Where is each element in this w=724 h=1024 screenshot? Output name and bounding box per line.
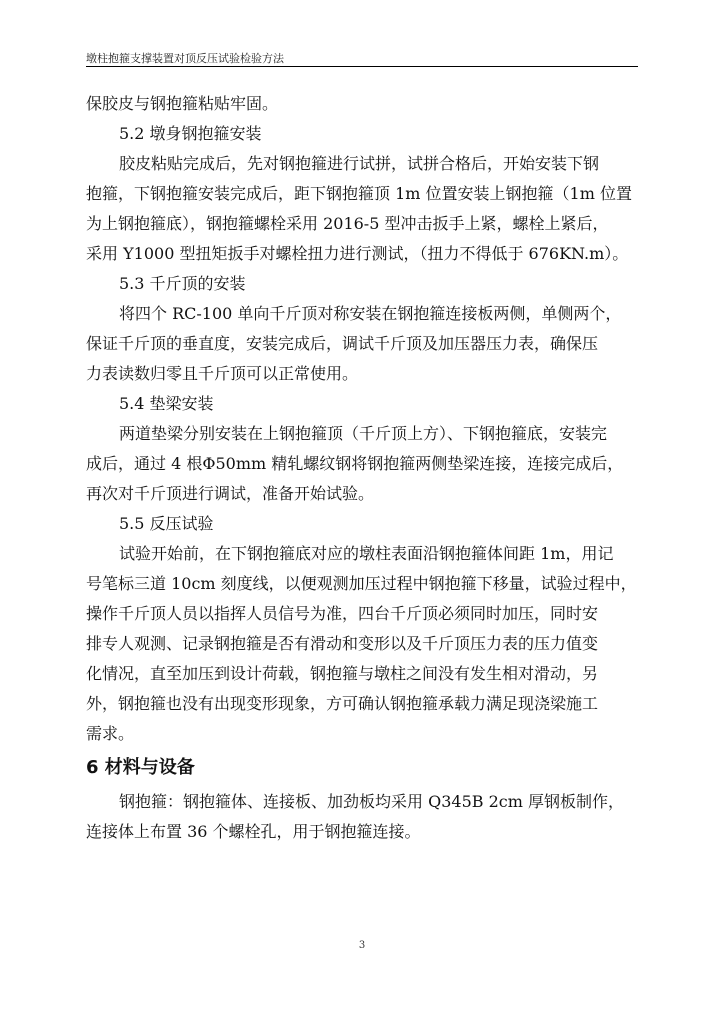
text-line: 成后，通过 4 根Φ50mm 精轧螺纹钢将钢抱箍两侧垫梁连接，连接完成后，: [86, 454, 624, 473]
text-line: 排专人观测、记录钢抱箍是否有滑动和变形以及千斤顶压力表的压力值变: [86, 634, 599, 653]
text-line: 5.5 反压试验: [119, 514, 214, 533]
text-line: 操作千斤顶人员以指挥人员信号为准，四台千斤顶必须同时加压，同时安: [86, 604, 599, 623]
text-line: 5.3 千斤顶的安装: [119, 274, 246, 293]
text-line: 将四个 RC-100 单向千斤顶对称安装在钢抱箍连接板两侧，单侧两个，: [119, 304, 622, 323]
text-line: 力表读数归零且千斤顶可以正常使用。: [86, 364, 359, 383]
text-line: 为上钢抱箍底），钢抱箍螺栓采用 2016-5 型冲击扳手上紧，螺栓上紧后，: [86, 214, 609, 233]
text-line: 5.2 墩身钢抱箍安装: [119, 124, 262, 143]
text-line: 再次对千斤顶进行调试，准备开始试验。: [86, 484, 375, 503]
text-line: 采用 Y1000 型扭矩扳手对螺栓扭力进行测试，（扭力不得低于 676KN.m）。: [86, 244, 629, 263]
text-line: 外，钢抱箍也没有出现变形现象，方可确认钢抱箍承载力满足现浇梁施工: [86, 694, 599, 713]
text-line: 需求。: [86, 724, 135, 743]
page-header: [86, 52, 638, 67]
section-heading: 6 材料与设备: [86, 757, 195, 778]
text-line: 连接体上布置 36 个螺栓孔，用于钢抱箍连接。: [86, 822, 421, 841]
text-line: 抱箍，下钢抱箍安装完成后，距下钢抱箍顶 1m 位置安装上钢抱箍（1m 位置: [86, 184, 632, 203]
text-line: 5.4 垫梁安装: [119, 394, 214, 413]
document-body: [86, 89, 638, 847]
page-number: 3: [358, 940, 366, 951]
text-line: 钢抱箍：钢抱箍体、连接板、加劲板均采用 Q345B 2cm 厚钢板制作，: [119, 792, 624, 811]
header-title: 墩柱抱箍支撑装置对顶反压试验检验方法: [86, 52, 284, 65]
text-line: 保胶皮与钢抱箍粘贴牢固。: [86, 94, 279, 113]
text-line: 保证千斤顶的垂直度，安装完成后，调试千斤顶及加压器压力表，确保压: [86, 334, 599, 353]
text-line: 试验开始前，在下钢抱箍底对应的墩柱表面沿钢抱箍体间距 1m，用记: [119, 544, 614, 563]
text-line: 胶皮粘贴完成后，先对钢抱箍进行试拼，试拼合格后，开始安装下钢: [119, 154, 600, 173]
text-line: 两道垫梁分别安装在上钢抱箍顶（千斤顶上方）、下钢抱箍底，安装完: [119, 424, 608, 443]
text-line: 化情况，直至加压到设计荷载，钢抱箍与墩柱之间没有发生相对滑动，另: [86, 664, 599, 683]
text-line: 号笔标三道 10cm 刻度线，以便观测加压过程中钢抱箍下移量，试验过程中，: [86, 574, 637, 593]
